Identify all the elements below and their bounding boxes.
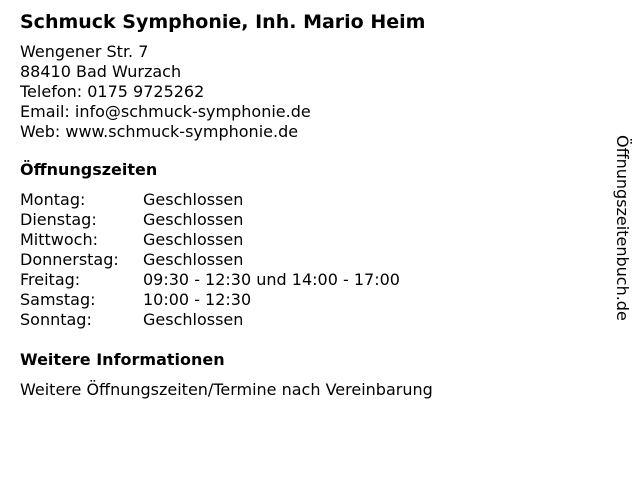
hours-row-tuesday bbox=[20, 210, 600, 230]
time-value: Geschlossen bbox=[143, 210, 244, 229]
email-line: Email: info@schmuck-symphonie.de bbox=[20, 102, 311, 121]
time-value: Geschlossen bbox=[143, 230, 244, 249]
hours-row-wednesday bbox=[20, 230, 600, 250]
day-label: Montag: bbox=[20, 190, 86, 209]
hours-row-sunday bbox=[20, 310, 600, 330]
web-line: Web: www.schmuck-symphonie.de bbox=[20, 122, 299, 141]
city-address: 88410 Bad Wurzach bbox=[20, 62, 182, 81]
day-label: Samstag: bbox=[20, 290, 96, 309]
day-label: Freitag: bbox=[20, 270, 81, 289]
time-value: Geschlossen bbox=[143, 310, 244, 329]
time-value: Geschlossen bbox=[143, 250, 244, 269]
day-label: Donnerstag: bbox=[20, 250, 119, 269]
site-watermark: Öffnungszeitenbuch.de bbox=[613, 135, 632, 321]
opening-hours-table bbox=[20, 190, 600, 330]
hours-row-thursday bbox=[20, 250, 600, 270]
business-name: Schmuck Symphonie, Inh. Mario Heim bbox=[20, 11, 426, 33]
hours-row-saturday bbox=[20, 290, 600, 310]
time-value: 09:30 - 12:30 und 14:00 - 17:00 bbox=[143, 270, 400, 289]
more-info-text: Weitere Öffnungszeiten/Termine nach Vereinbarung bbox=[20, 380, 433, 399]
business-card bbox=[20, 10, 600, 400]
day-label: Sonntag: bbox=[20, 310, 92, 329]
phone-line: Telefon: 0175 9725262 bbox=[20, 82, 205, 101]
opening-hours-title: Öffnungszeiten bbox=[20, 160, 158, 179]
time-value: Geschlossen bbox=[143, 190, 244, 209]
day-label: Mittwoch: bbox=[20, 230, 98, 249]
hours-row-friday bbox=[20, 270, 600, 290]
address-block bbox=[20, 42, 600, 142]
more-info-title: Weitere Informationen bbox=[20, 350, 225, 369]
street-address: Wengener Str. 7 bbox=[20, 42, 149, 61]
day-label: Dienstag: bbox=[20, 210, 97, 229]
hours-row-monday bbox=[20, 190, 600, 210]
time-value: 10:00 - 12:30 bbox=[143, 290, 252, 309]
